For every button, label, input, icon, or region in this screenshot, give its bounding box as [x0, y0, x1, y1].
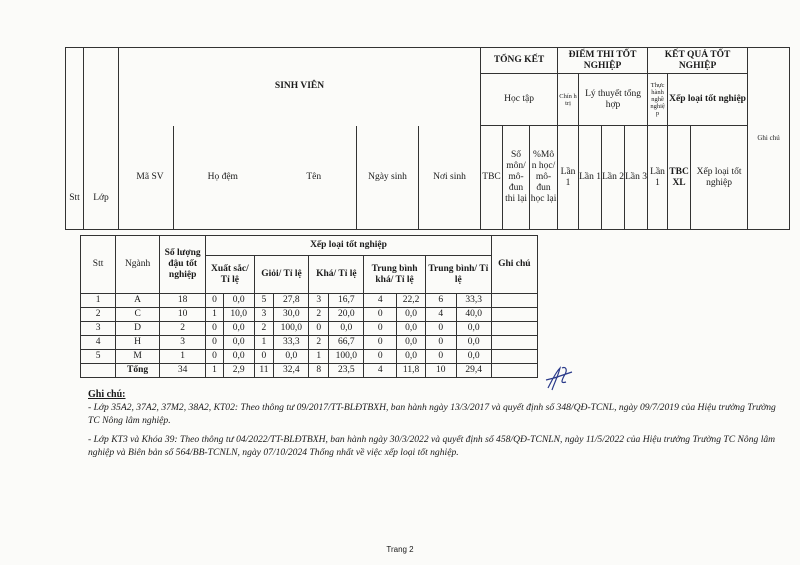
- total-tbk-tl: 11,8: [397, 364, 426, 378]
- cell-xs_tl: 10,0: [223, 308, 254, 322]
- total-xs-tl: 2,9: [223, 364, 254, 378]
- col-stt: Stt: [66, 48, 84, 230]
- col-ngay-sinh: Ngày sinh: [357, 126, 419, 230]
- sum-col-xep-loai: Xếp loại tốt nghiệp: [206, 236, 492, 256]
- cell-tbk: 4: [364, 294, 397, 308]
- col-diem-thi: ĐIỂM THI TỐT NGHIỆP: [558, 48, 648, 74]
- sum-col-xuat-sac: Xuất sắc/ Tỉ lệ: [206, 256, 254, 294]
- cell-k: 0: [309, 322, 329, 336]
- col-ma-sv: Mã SV: [119, 126, 174, 230]
- cell-sl: 10: [160, 308, 206, 322]
- col-chinh-tri: Chín h trị: [558, 74, 579, 126]
- cell-k_tl: 0,0: [329, 322, 364, 336]
- cell-g: 5: [254, 294, 274, 308]
- cell-g: 3: [254, 308, 274, 322]
- cell-xs: 0: [206, 294, 224, 308]
- cell-g_tl: 27,8: [274, 294, 309, 308]
- cell-tbk_tl: 0,0: [397, 350, 426, 364]
- total-tb-tl: 29,4: [456, 364, 491, 378]
- col-lan1-b: Lần 1: [579, 126, 602, 230]
- total-tb: 10: [425, 364, 456, 378]
- cell-stt: 2: [81, 308, 116, 322]
- total-sl: 34: [160, 364, 206, 378]
- col-lan1-a: Lần 1: [558, 126, 579, 230]
- col-xep-loai-2: Xếp loại tốt nghiệp: [691, 126, 748, 230]
- page-number: Trang 2: [386, 545, 414, 554]
- cell-nganh: D: [116, 322, 160, 336]
- cell-k_tl: 16,7: [329, 294, 364, 308]
- cell-xs: 1: [206, 308, 224, 322]
- cell-nganh: C: [116, 308, 160, 322]
- cell-g_tl: 100,0: [274, 322, 309, 336]
- summary-total-row: [81, 364, 538, 378]
- cell-xs_tl: 0,0: [223, 322, 254, 336]
- cell-xs: 0: [206, 350, 224, 364]
- cell-ghi-chu: [491, 336, 537, 350]
- notes-section: [88, 388, 778, 459]
- col-sinh-vien: SINH VIÊN: [119, 48, 481, 126]
- cell-tb: 4: [425, 308, 456, 322]
- col-tbc: TBC: [481, 126, 503, 230]
- summary-row: [81, 350, 538, 364]
- summary-row: [81, 294, 538, 308]
- col-tong-ket: TỔNG KẾT: [481, 48, 558, 74]
- cell-tbk_tl: 0,0: [397, 336, 426, 350]
- cell-sl: 18: [160, 294, 206, 308]
- cell-tb_tl: 0,0: [456, 350, 491, 364]
- total-g: 11: [254, 364, 274, 378]
- cell-tb_tl: 33,3: [456, 294, 491, 308]
- cell-tb: 0: [425, 322, 456, 336]
- note-line-2: - Lớp KT3 và Khóa 39: Theo thông tư 04/2022/TT-BLĐTBXH, ban hành ngày 30/3/2022 và quyết định số 458/QĐ-TCNLN, ngày 11/5/2022 của Hiệu trưởng Trường TC Nông lâm nghiệp và Biên bản số 564/BB-TCNLN, ngày 07/10/2024 Thống nhất về việc xếp loại tốt nghiệp.: [88, 434, 776, 458]
- col-ket-qua: KẾT QUẢ TỐT NGHIỆP: [648, 48, 748, 74]
- cell-stt: 4: [81, 336, 116, 350]
- cell-k_tl: 20,0: [329, 308, 364, 322]
- cell-sl: 2: [160, 322, 206, 336]
- summary-row: [81, 322, 538, 336]
- cell-ghi-chu: [491, 308, 537, 322]
- sum-col-stt: Stt: [81, 236, 116, 294]
- cell-tb_tl: 0,0: [456, 336, 491, 350]
- cell-xs_tl: 0,0: [223, 350, 254, 364]
- cell-tbk_tl: 0,0: [397, 308, 426, 322]
- total-tbk: 4: [364, 364, 397, 378]
- cell-ghi-chu: [491, 350, 537, 364]
- cell-sl: 3: [160, 336, 206, 350]
- total-k: 8: [309, 364, 329, 378]
- cell-stt: 5: [81, 350, 116, 364]
- cell-k: 2: [309, 308, 329, 322]
- col-ten: Tên: [272, 126, 357, 230]
- cell-nganh: H: [116, 336, 160, 350]
- sum-col-ghi-chu: Ghi chú: [491, 236, 537, 294]
- cell-tb: 0: [425, 350, 456, 364]
- cell-stt: 1: [81, 294, 116, 308]
- col-ghi-chu: Ghi chú: [748, 48, 790, 230]
- col-ly-thuyet: Lý thuyết tổng hợp: [579, 74, 648, 126]
- summary-table: [80, 235, 538, 378]
- cell-g_tl: 0,0: [274, 350, 309, 364]
- cell-k: 3: [309, 294, 329, 308]
- col-xep-loai: Xếp loại tốt nghiệp: [668, 74, 748, 126]
- sum-col-so-luong: Số lượng đậu tốt nghiệp: [160, 236, 206, 294]
- cell-xs_tl: 0,0: [223, 294, 254, 308]
- total-g-tl: 32,4: [274, 364, 309, 378]
- cell-g_tl: 33,3: [274, 336, 309, 350]
- summary-row: [81, 308, 538, 322]
- cell-tb: 0: [425, 336, 456, 350]
- col-tbc-xl: TBC XL: [668, 126, 691, 230]
- col-ho-dem: Họ đệm: [174, 126, 272, 230]
- cell-tb: 6: [425, 294, 456, 308]
- cell-xs: 0: [206, 336, 224, 350]
- sum-col-kha: Khá/ Tỉ lệ: [309, 256, 364, 294]
- col-lan1-c: Lần 1: [648, 126, 668, 230]
- col-lop: Lớp: [84, 48, 119, 230]
- sum-col-tb: Trung bình/ Tỉ lệ: [425, 256, 491, 294]
- cell-g: 2: [254, 322, 274, 336]
- cell-xs_tl: 0,0: [223, 336, 254, 350]
- cell-tbk: 0: [364, 350, 397, 364]
- cell-k_tl: 100,0: [329, 350, 364, 364]
- cell-tbk: 0: [364, 308, 397, 322]
- col-lan3: Lần 3: [625, 126, 648, 230]
- cell-tb_tl: 40,0: [456, 308, 491, 322]
- sum-col-gioi: Giỏi/ Tỉ lệ: [254, 256, 309, 294]
- graduation-main-table: [65, 47, 790, 230]
- cell-g: 0: [254, 350, 274, 364]
- cell-k: 2: [309, 336, 329, 350]
- col-pct-mon: %Mô n học/ mô- đun học lại: [530, 126, 558, 230]
- cell-k_tl: 66,7: [329, 336, 364, 350]
- col-lan2: Lần 2: [602, 126, 625, 230]
- total-label: Tổng: [116, 364, 160, 378]
- col-hoc-tap: Học tập: [481, 74, 558, 126]
- cell-ghi-chu: [491, 322, 537, 336]
- cell-xs: 0: [206, 322, 224, 336]
- cell-g: 1: [254, 336, 274, 350]
- total-xs: 1: [206, 364, 224, 378]
- total-k-tl: 23,5: [329, 364, 364, 378]
- cell-tbk: 0: [364, 336, 397, 350]
- cell-nganh: A: [116, 294, 160, 308]
- cell-stt: 3: [81, 322, 116, 336]
- col-thuc-hanh: Thực hành nghề nghiệ p: [648, 74, 668, 126]
- cell-sl: 1: [160, 350, 206, 364]
- cell-tb_tl: 0,0: [456, 322, 491, 336]
- col-so-mon: Số môn/ mô- đun thi lại: [503, 126, 530, 230]
- sum-col-nganh: Ngành: [116, 236, 160, 294]
- cell-tbk_tl: 22,2: [397, 294, 426, 308]
- summary-row: [81, 336, 538, 350]
- cell-k: 1: [309, 350, 329, 364]
- cell-ghi-chu: [491, 294, 537, 308]
- col-noi-sinh: Nơi sinh: [419, 126, 481, 230]
- notes-title: Ghi chú:: [88, 389, 126, 400]
- cell-nganh: M: [116, 350, 160, 364]
- cell-tbk: 0: [364, 322, 397, 336]
- sum-col-tb-kha: Trung bình khá/ Tỉ lệ: [364, 256, 426, 294]
- cell-g_tl: 30,0: [274, 308, 309, 322]
- cell-tbk_tl: 0,0: [397, 322, 426, 336]
- note-line-1: - Lớp 35A2, 37A2, 37M2, 38A2, KT02: Theo thông tư 09/2017/TT-BLĐTBXH, ban hành ngày 13/3/2017 và quyết định số 348/QĐ-TCNL, ngày 09/7/2019 của Hiệu trưởng Trường TC Nông lâm nghiệp.: [88, 402, 776, 426]
